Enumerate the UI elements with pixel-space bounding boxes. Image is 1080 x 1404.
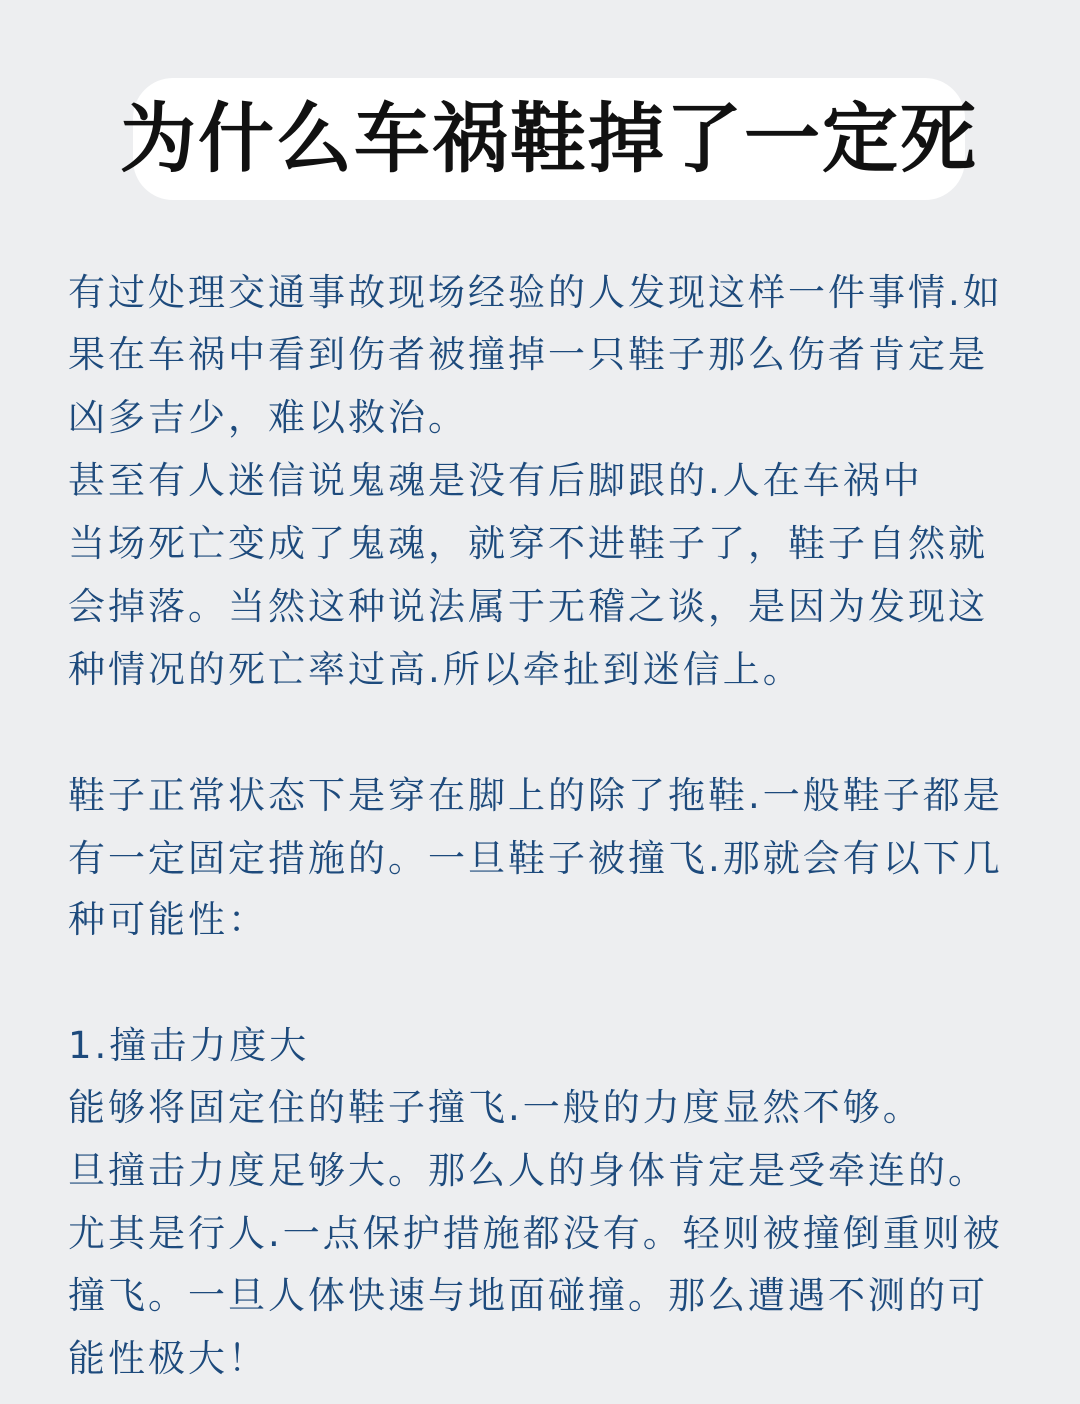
paragraph-1-line-5: 当场死亡变成了鬼魂，就穿不进鞋子了，鞋子自然就	[68, 522, 988, 565]
point-1-line-1: 能够将固定住的鞋子撞飞.一般的力度显然不够。	[68, 1086, 923, 1129]
point-1-line-3: 尤其是行人.一点保护措施都没有。轻则被撞倒重则被	[68, 1212, 1003, 1255]
point-1-heading: 1.撞击力度大	[68, 1024, 310, 1067]
paragraph-1-line-4: 甚至有人迷信说鬼魂是没有后脚跟的.人在车祸中	[68, 459, 923, 502]
paragraph-2-line-2: 有一定固定措施的。一旦鞋子被撞飞.那就会有以下几	[68, 837, 1003, 880]
paragraph-1-line-3: 凶多吉少，难以救治。	[68, 396, 468, 439]
page-title: 为什么车祸鞋掉了一定死	[120, 94, 978, 183]
point-1-line-2: 旦撞击力度足够大。那么人的身体肯定是受牵连的。	[68, 1149, 988, 1192]
point-1-line-5: 能性极大！	[68, 1337, 268, 1380]
paragraph-1-line-1: 有过处理交通事故现场经验的人发现这样一件事情.如	[68, 271, 1003, 314]
paragraph-2-line-1: 鞋子正常状态下是穿在脚上的除了拖鞋.一般鞋子都是	[68, 774, 1003, 817]
point-1-line-4: 撞飞。一旦人体快速与地面碰撞。那么遭遇不测的可	[68, 1274, 988, 1317]
paragraph-2-line-3: 种可能性：	[68, 898, 268, 941]
title-card	[120, 78, 978, 200]
paragraph-1-line-6: 会掉落。当然这种说法属于无稽之谈，是因为发现这	[68, 585, 988, 628]
paragraph-1-line-7: 种情况的死亡率过高.所以牵扯到迷信上。	[68, 648, 803, 691]
paragraph-1-line-2: 果在车祸中看到伤者被撞掉一只鞋子那么伤者肯定是	[68, 333, 988, 376]
